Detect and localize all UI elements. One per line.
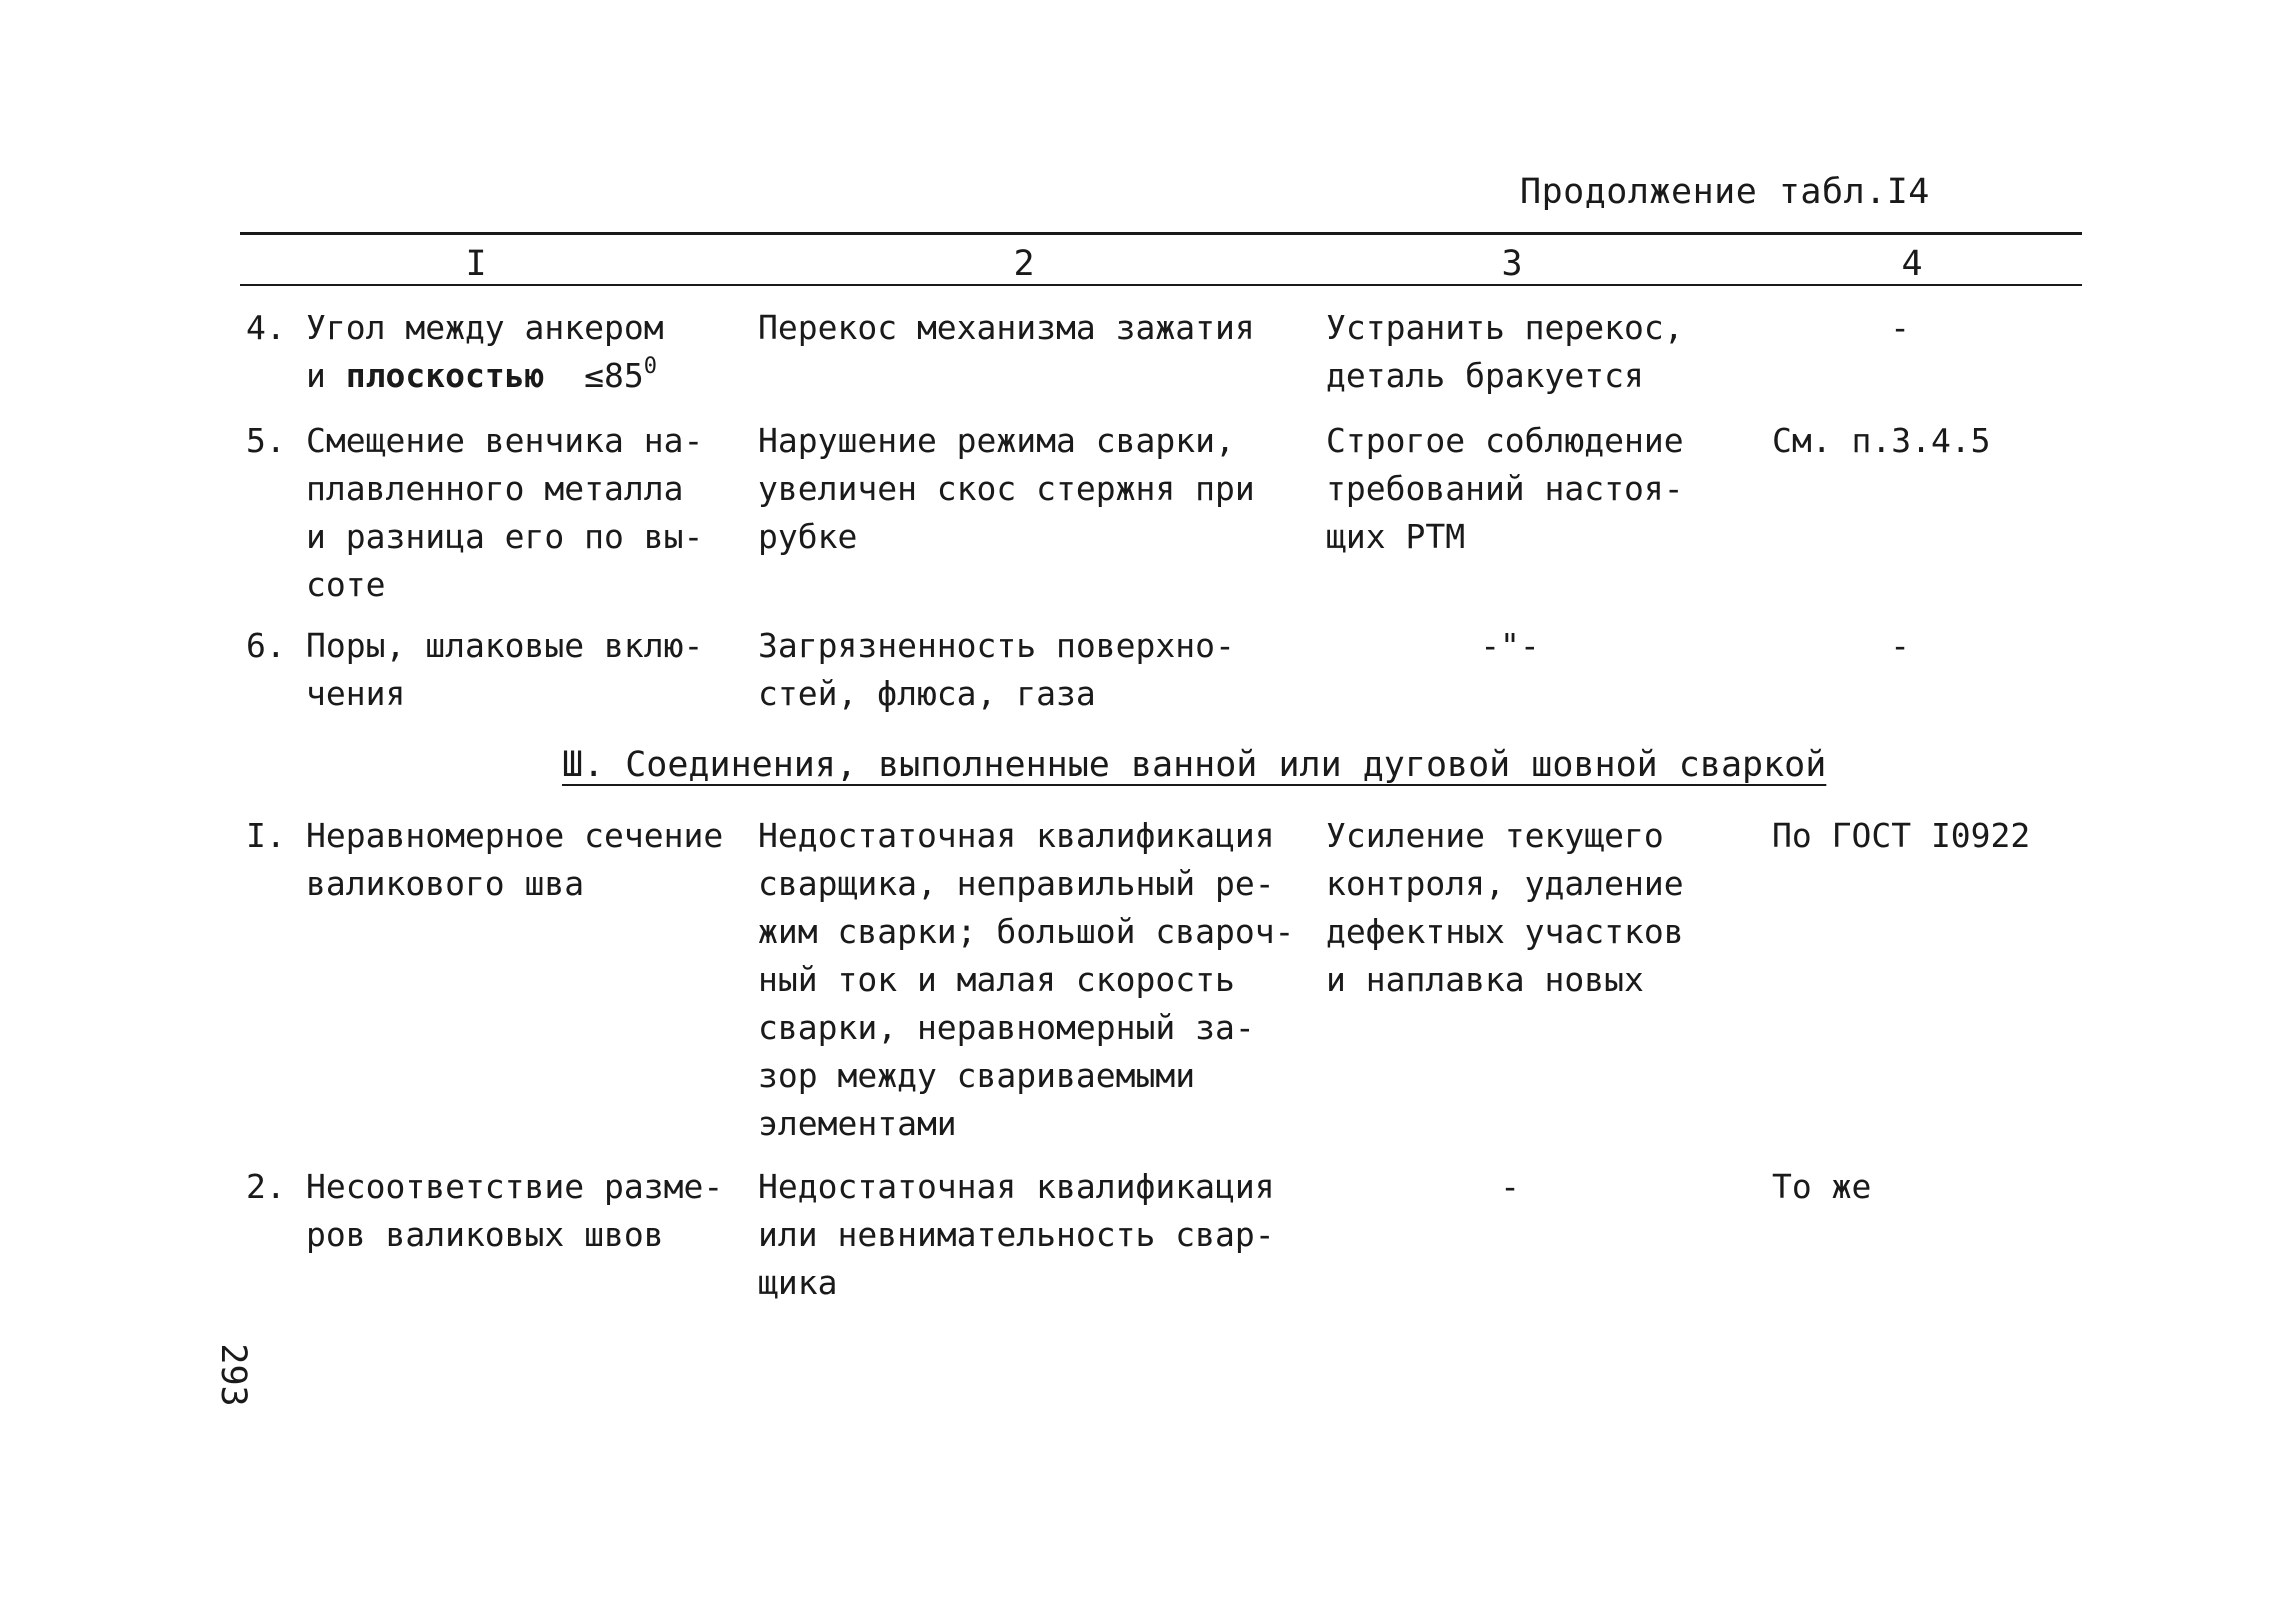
table-row-s3-1-col2: Недостаточная квалификация сварщика, неправильный ре- жим сварки; большой свароч- ный ток и малая скорость сварки, неравномерный за- зор между свариваемыми элементами — [758, 816, 1295, 1143]
table-row-6-col3: -"- — [1480, 626, 1540, 665]
table-row-6-col1 — [246, 622, 703, 718]
row-number: 2. — [246, 1167, 286, 1206]
row-4-col1-prefix: и — [306, 356, 346, 395]
column-number-4: 4 — [1901, 244, 1923, 284]
row-number: 5. — [246, 421, 286, 460]
section-heading: Ш. Соединения, выполненные ванной или дуговой шовной сваркой — [562, 745, 1827, 785]
row-number: 6. — [246, 626, 286, 665]
table-row-5-col2: Нарушение режима сварки, увеличен скос стержня при рубке — [758, 421, 1255, 556]
row-5-col1-text: Смещение венчика на- плавленного металла и разница его по вы- соте — [306, 421, 704, 604]
row-number: 4. — [246, 308, 286, 347]
row-4-col1-suffix: ≤85 — [544, 356, 644, 395]
table-row-5-col1 — [246, 417, 703, 609]
table-row-5-col4: См. п.3.4.5 — [1772, 421, 1991, 460]
table-row-s3-2-col4: То же — [1772, 1167, 1872, 1206]
row-6-col1-text: Поры, шлаковые вклю- чения — [306, 626, 704, 713]
table-row-4-col4: - — [1890, 308, 1910, 347]
row-s3-2-col1-text: Несоответствие разме- ров валиковых швов — [306, 1167, 724, 1254]
table-row-5-col3: Строгое соблюдение требований настоя- щих РТМ — [1326, 421, 1684, 556]
table-row-s3-2-col3: - — [1500, 1167, 1520, 1206]
row-4-col1-superscript: 0 — [643, 354, 658, 379]
column-number-2: 2 — [1013, 244, 1035, 284]
page-number: 293 — [213, 1343, 253, 1407]
table-top-rule — [240, 232, 2082, 235]
table-row-6-col4: - — [1890, 626, 1910, 665]
row-s3-1-col1-text: Неравномерное сечение валикового шва — [306, 816, 724, 903]
table-caption: Продолжение табл.I4 — [1520, 172, 1930, 212]
column-number-1: I — [465, 244, 487, 284]
column-number-3: 3 — [1501, 244, 1523, 284]
table-row-s3-1-col4: По ГОСТ I0922 — [1772, 816, 2031, 855]
row-number: I. — [246, 816, 286, 855]
table-row-s3-1-col3: Усиление текущего контроля, удаление дефектных участков и наплавка новых — [1326, 816, 1684, 999]
row-4-col1-line1: Угол между анкером — [306, 308, 664, 347]
table-row-s3-2-col2: Недостаточная квалификация или невнимательность свар- щика — [758, 1167, 1275, 1302]
table-row-6-col2: Загрязненность поверхно- стей, флюса, газа — [758, 626, 1235, 713]
table-header-rule — [240, 284, 2082, 286]
table-row-s3-2-col1 — [246, 1163, 723, 1259]
table-row-4-col3: Устранить перекос, деталь бракуется — [1326, 308, 1684, 395]
table-row-s3-1-col1 — [246, 812, 723, 908]
table-row-4-col1 — [246, 304, 664, 400]
row-4-col1-bold: плоскостью — [345, 356, 545, 395]
table-row-4-col2: Перекос механизма зажатия — [758, 308, 1255, 347]
